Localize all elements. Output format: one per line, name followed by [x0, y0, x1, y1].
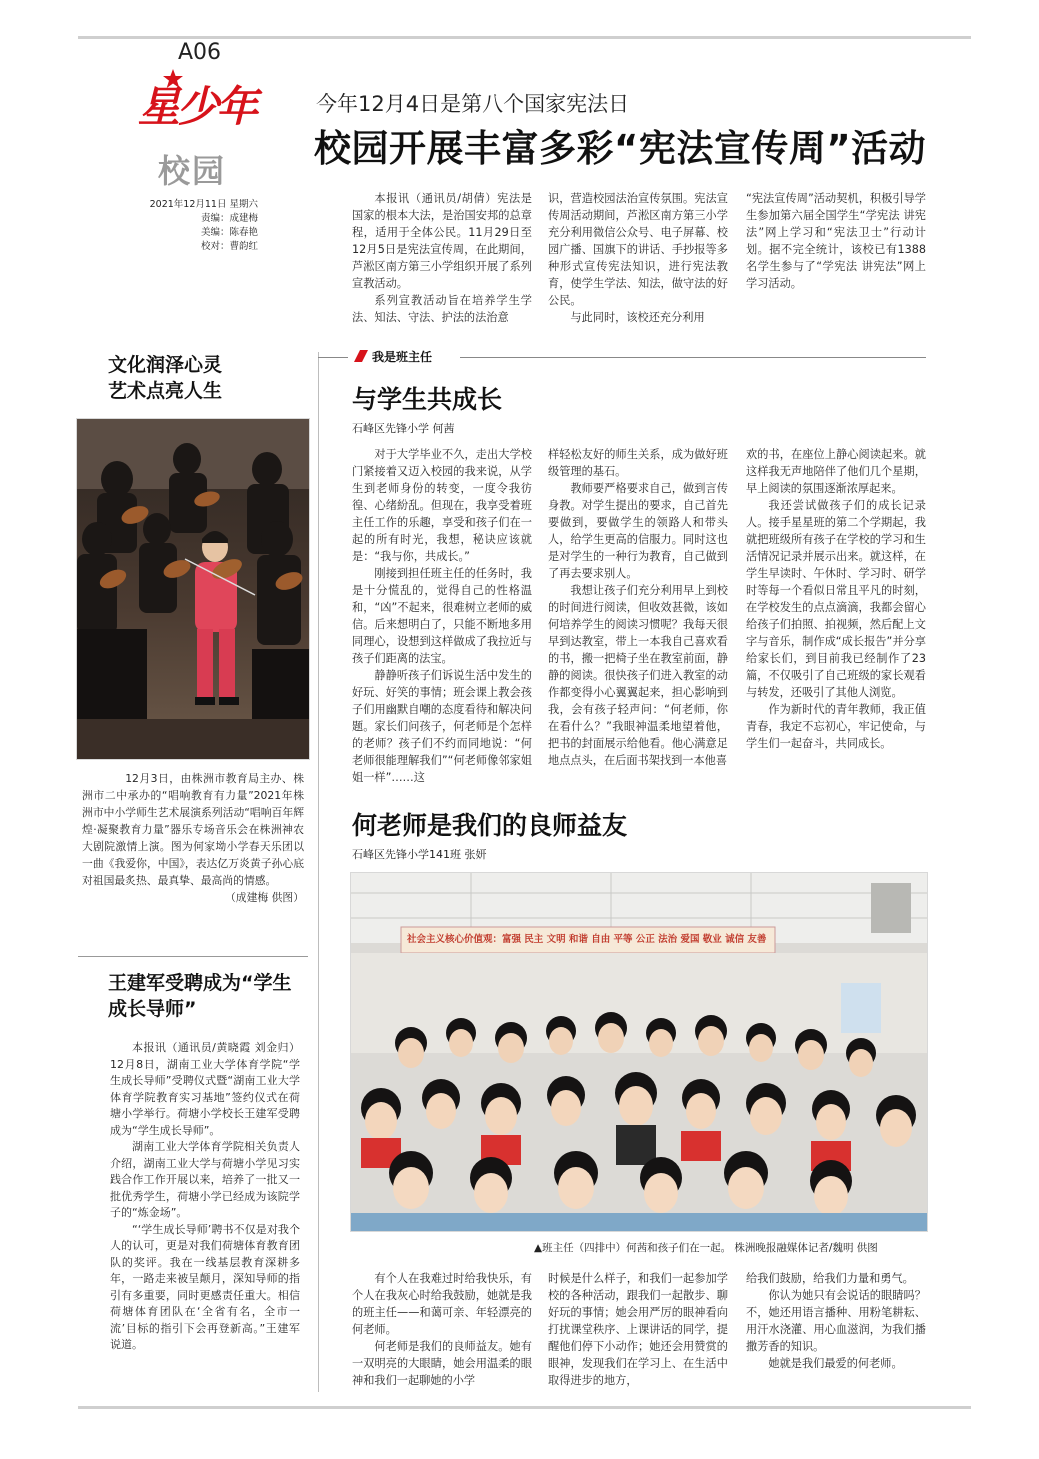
logo-text: 星少年 [138, 82, 256, 131]
sidebar-story2-body [110, 1040, 300, 1354]
paragraph: “宪法宣传周”活动契机，积极引导学生参加第六届全国学生“学宪法 讲宪法”网上学习和“宪法卫士”行动计划。据不完全统计，该校已有1388名学生参与了“学宪法 讲宪法”网上学习活动。 [746, 192, 926, 290]
paragraph: 系列宣教活动旨在培养学生学法、知法、守法、护法的法治意 [352, 294, 532, 324]
paragraph: 本报讯（通讯员/胡倩）宪法是国家的根本大法，是治国安邦的总章程，适用于全体公民。11月29日至12月5日是宪法宣传周，在此期间，芦淞区南方第三小学组织开展了系列宣教活动。 [352, 192, 532, 290]
paragraph: 教师要严格要求自己，做到言传身教。对学生提出的要求，自己首先要做到，要做学生的领路人和带头人，给学生更高的信服力。同时这也是对学生的一种行为教育，自己做到了再去要求别人。 [548, 482, 728, 580]
paragraph: 欢的书，在座位上静心阅读起来。就这样我无声地陪伴了他们几个星期，早上阅读的氛围逐渐浓厚起来。 [746, 448, 926, 495]
lead-column-2 [548, 190, 728, 326]
paragraph: 作为新时代的青年教师，我正值青春，我定不忘初心，牢记使命，与学生们一起奋斗，共同成长。 [746, 703, 926, 750]
section-rule [460, 357, 926, 358]
paragraph: 我想让孩子们充分利用早上到校的时间进行阅读，但收效甚微，该如何培养学生的阅读习惯呢？我每天很早到达教室，带上一本我自己喜欢看的书，搬一把椅子坐在教室前面，静静的阅读。很快孩子们进入教室的动作都变得小心翼翼起来，担心影响到我，会有孩子轻声问：“何老师，你在看什么？”我眼神温柔地望着他，把书的封面展示给他看。他心满意足地点点头，在后面书架找到一本他喜 [548, 584, 728, 767]
story-b-byline: 石峰区先锋小学141班 张妍 [352, 848, 487, 861]
values-banner: 社会主义核心价值观：富强 民主 文明 和谐 自由 平等 公正 法治 爱国 敬业 诚信 友善 [407, 934, 767, 945]
paragraph: 湖南工业大学体育学院相关负责人介绍，湖南工业大学与荷塘小学见习实践合作工作开展以来，培养了一批又一批优秀学生，荷塘小学已经成为该院学子的“炼金场”。 [110, 1140, 300, 1219]
issue-date: 2021年12月11日 星期六 [149, 199, 258, 210]
editor-credit: 责编：成建梅 [200, 213, 258, 224]
paragraph: “‘学生成长导师’聘书不仅是对我个人的认可，更是对我们荷塘体育教育团队的奖评。我在一线基层教育深耕多年，一路走来被呈颠月，深知导师的指引有多重要，同时更感责任重大。相信荷塘体育团队在‘全省有名，全市一流’目标的指引下会再登新高。”王建军说道。 [110, 1222, 300, 1351]
section-flag-icon [352, 348, 370, 364]
paragraph: 有个人在我难过时给我快乐，有个人在我灰心时给我鼓励，她就是我的班主任——和蔼可亲、年轻漂亮的何老师。 [352, 1272, 532, 1336]
paragraph: 时候是什么样子，和我们一起参加学校的各种活动，跟我们一起散步、聊好玩的事情；她会用严厉的眼神看向打扰课堂秩序、上课讲话的同学，提醒他们停下小动作；她还会用赞赏的眼神，发现我们在学习上、在生活中取得进步的地方， [548, 1272, 728, 1387]
paragraph: 识，营造校园法治宣传氛围。宪法宣传周活动期间，芦淞区南方第三小学充分利用微信公众号、电子屏幕、校园广播、国旗下的讲话、手抄报等多种形式宣传宪法知识，进行宪法教育，使学生学法、知法，做守法的好公民。 [548, 192, 728, 307]
star-icon [162, 68, 184, 90]
photo-credit: （成建梅 供图） [224, 891, 304, 904]
paragraph: 与此同时，该校还充分利用 [570, 311, 705, 324]
story-a-title: 与学生共成长 [352, 385, 503, 414]
paragraph: 何老师是我们的良师益友。她有一双明亮的大眼睛，她会用温柔的眼神和我们一起聊她的小学 [352, 1340, 532, 1387]
paragraph: 给我们鼓励，给我们力量和勇气。 [746, 1272, 914, 1285]
paragraph: 样轻松友好的师生关系，成为做好班级管理的基石。 [548, 448, 728, 478]
paragraph: 你认为她只有会说话的眼睛吗？不，她还用语言播种、用粉笔耕耘、用汗水浇灌、用心血滋润，为我们播撒芳香的知识。 [746, 1289, 926, 1353]
caption-text: 12月3日，由株洲市教育局主办、株洲市二中承办的“唱响教育有力量”2021年株洲市中小学师生艺术展演系列活动“唱响百年辉煌·凝聚教育力量”器乐专场音乐会在株洲神农大剧院激情上演。图为何家坳小学春天乐团以一曲《我爱你，中国》，表达亿万炎黄子孙心底对祖国最炙热、最真挚、最高尚的情感。 [82, 772, 304, 887]
story-b-title: 何老师是我们的良师益友 [352, 811, 628, 840]
sidebar-divider [78, 956, 308, 957]
story-b-column-1 [352, 1270, 532, 1389]
masthead-meta [126, 198, 258, 254]
paragraph: 本报讯（通讯员/黄晓霞 刘金归）12月8日，湖南工业大学体育学院“学生成长导师”受聘仪式暨“湖南工业大学体育学院教育实习基地”签约仪式在荷塘小学举行。荷塘小学校长王建军受聘成为“学生成长导师”。 [110, 1041, 300, 1137]
story-b-column-2 [548, 1270, 728, 1389]
orchestra-photo-graphic [77, 419, 309, 759]
class-photo-graphic [351, 873, 927, 1231]
lead-kicker: 今年12月4日是第八个国家宪法日 [316, 92, 630, 116]
column-divider [318, 352, 319, 1392]
lead-column-1 [352, 190, 532, 326]
story-a-column-1 [352, 446, 532, 786]
designer-credit: 美编：陈春艳 [200, 227, 258, 238]
story-a-column-3 [746, 446, 926, 752]
logo-subtitle: 校园 [158, 152, 227, 190]
story-a-column-2 [548, 446, 728, 769]
paragraph: 静静听孩子们诉说生活中发生的好玩、好笑的事情；班会课上教会孩子们用幽默自嘲的态度看待和解决问题。家长们问孩子，何老师是个怎样的老师？孩子们不约而同地说：“何老师很能理解我们”“何老师像邻家姐姐一样”……这 [352, 669, 532, 784]
bottom-rule [78, 1406, 971, 1409]
sidebar-story2-title: 王建军受聘成为“学生成长导师” [108, 972, 292, 1020]
section-tag: 我是班主任 [372, 350, 433, 364]
section-logo [138, 74, 255, 134]
proofreader-credit: 校对：曹韵红 [200, 241, 258, 252]
paragraph: 我还尝试做孩子们的成长记录人。接手星星班的第二个学期起，我就把班级所有孩子在学校的学习和生活情况记录并展示出来。就这样，在学生早读时、午休时、学习时、研学时等每一个看似日常且平凡的时刻，在学校发生的点点滴滴，我都会留心给孩子们拍照、拍视频，然后配上文字与音乐，制作成“成长报告”并分享给家长们，到目前我已经制作了23篇，不仅吸引了自己班级的家长观看与转发，还吸引了其他人浏览。 [746, 499, 926, 699]
class-photo [350, 872, 928, 1232]
paragraph: 对于大学毕业不久，走出大学校门紧接着又迈入校园的我来说，从学生到老师身份的转变，一度令我彷徨、心绪紛乱。但现在，我享受着班主任工作的乐趣，享受和孩子们在一起的所有时光，我想，秘诀应该就是：“我与你，共成长。” [352, 448, 532, 563]
story-b-column-3 [746, 1270, 926, 1372]
orchestra-caption [82, 770, 304, 906]
paragraph: 她就是我们最爱的何老师。 [768, 1357, 903, 1370]
lead-headline: 校园开展丰富多彩“宪法宣传周”活动 [314, 127, 927, 170]
section-rule-left [318, 357, 348, 358]
orchestra-photo [76, 418, 310, 760]
lead-column-3 [746, 190, 926, 292]
page-number: A06 [178, 40, 222, 65]
story-a-byline: 石峰区先锋小学 何茜 [352, 422, 455, 435]
top-rule [78, 36, 971, 39]
sidebar-story1-title: 文化润泽心灵 艺术点亮人生 [108, 354, 223, 402]
class-photo-caption: ▲班主任（四排中）何茜和孩子们在一起。 株洲晚报融媒体记者/魏明 供图 [534, 1242, 878, 1254]
paragraph: 刚接到担任班主任的任务时，我是十分慌乱的，觉得自己的性格温和，“凶”不起来，很难树立老师的威信。后来想明白了，只能不断地多用同理心，设想到这样做成了我拉近与孩子们距离的法宝。 [352, 567, 532, 665]
